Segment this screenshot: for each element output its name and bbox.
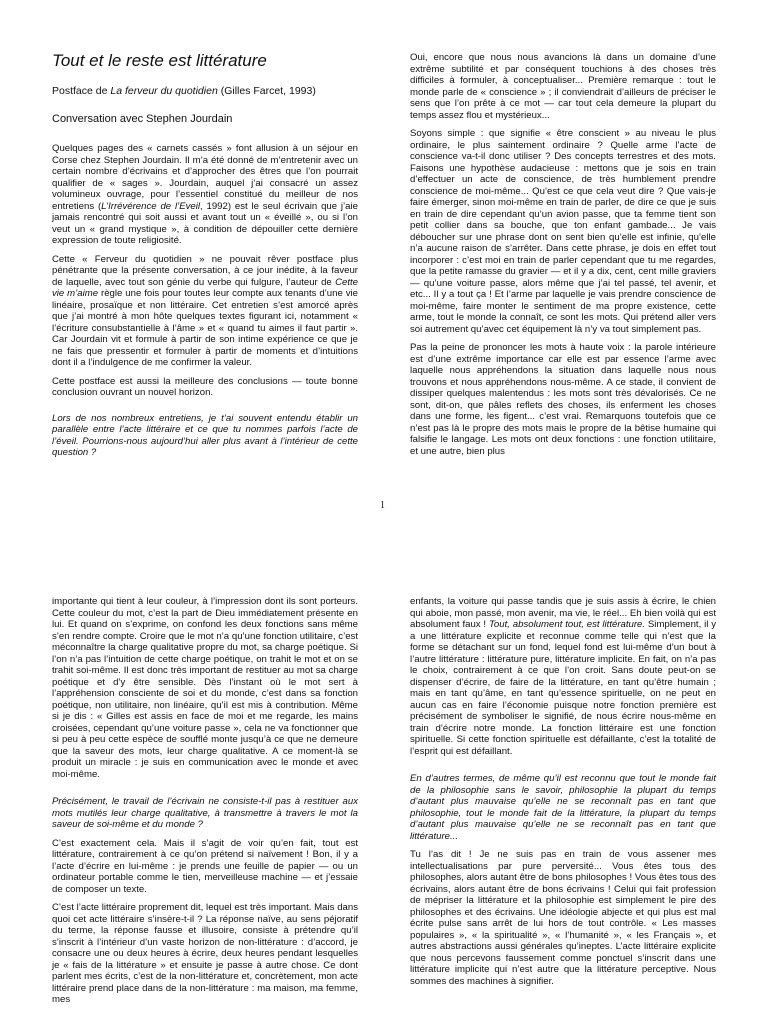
page-title: Tout et le reste est littérature	[52, 51, 267, 70]
page-1-right-column	[410, 52, 716, 464]
page-2-right-column	[410, 596, 716, 994]
intro-p2-text-b: règle une fois pour toutes leur compte aux tenants d’une vie linéaire, prosaïque et non littéraire. Cet entretien s’est amorcé après que j’ai montré à mon hôte quelques textes figurant ici, notamment « l’écriture consubstantielle à l’âme » et « quand tu aimes il faut partir ». Car Jourdain vit et formule à partir de son intime expérience ce que je ne fais que pressentir et formuler à partir de moments et d’intuitions dont il a l’indulgence de me confirmer la valeur.	[52, 288, 358, 368]
intro-paragraph-1	[52, 143, 358, 247]
intro-p2-text-a: Cette « Ferveur du quotidien » ne pouvait rêver postface plus pénétrante que la présente conversation, à ce jour inédite, à la faveur de laquelle, avec tout son génie du verbe qui fulgure, l’auteur de	[52, 253, 358, 288]
answer-p7-text-b: Simplement, il y a une littérature explicite et reconnue comme telle qui n’est que la forme se détachant sur un fond, lequel fond est lui-même d’un bout à l’autre littérature : littérature pure, littérature implicite. En fait, on n’a pas le choix, contrairement à ce que l’on croit. Sans doute peut-on se dispenser d’écrire, de faire de la littérature, en tant qu’être humain ; mais en tant qu’âme, en tant qu’essence spirituelle, on ne peut en aucun cas en faire l’économie puisque notre fonction première est précisément de symboliser le signifié, de nous écrire nous-même en train d’écrire notre monde. La fonction littéraire est une fonction spirituelle. Si cette fonction spirituelle est défaillante, c’est la totalité de l’esprit qui est défaillant.	[410, 619, 716, 757]
page-1-left-column	[52, 50, 358, 466]
intro-paragraph-3: Cette postface est aussi la meilleure des conclusions — toute bonne conclusion ouvrant un nouvel horizon.	[52, 375, 358, 398]
question-2: Précisément, le travail de l’écrivain ne consiste-t-il pas à restituer aux mots mutilés leur charge qualitative, à transmettre à travers le mot la saveur de soi-même et du monde ?	[52, 796, 358, 830]
intro-p1-text-a: Quelques pages des « carnets cassés » font allusion à un séjour en Corse chez Stephen Jourdain. Il m’a été donné de m’entretenir avec un certain nombre d’écrivains et d’approcher des êtres que l’on pourrait qualifier de « sages ». Jourdain, auquel j’ai consacré un assez volumineux ouvrage, pour l’essentiel constitué du meilleur de nos entretiens (	[52, 143, 358, 212]
answer-p7-text-a: enfants, la voiture qui passe tandis que je suis assis à écrire, le chien qui aboie, mon passé, mon avenir, ma vie, le réel... Eh bien voilà qui est absolument faux !	[410, 596, 716, 630]
intro-paragraph-2	[52, 254, 358, 369]
answer-paragraph-4: importante qui tient à leur couleur, à l’impression dont ils sont porteurs. Cette couleur du mot, c’est la part de Dieu immédiatement présente en lui. Et quand on s’exprime, on confond les deux fonctions sans même s’en rendre compte. Croire que le mot n’a qu’une fonction utilitaire, c’est méconnaître la charge qualitative propre du mot, sa charge poétique. Si l’on n’a pas l’intuition de cette charge poétique, on trahit le mot et on se trahit soi-même. Il est donc très important de restituer au mot sa charge poétique et d’y être sensible. Dès l’instant où le mot sert à l’appréhension consciente de soi et du monde, c’est dans sa fonction poétique, non utilitaire, non linéaire, qu’il est mis à contribution. Même si je dis : « Gilles est assis en face de moi et me regarde, les mains croisées, cependant qu’une voiture passe », cela ne va fonctionner que si peu à peu cette espèce de soufflé monte jusqu’à ce que ne demeure que la saveur des mots, leur charge qualitative. A ce moment-là se produit un miracle : je suis en communication avec le monde et avec moi-même.	[52, 596, 358, 780]
answer-paragraph-1: Oui, encore que nous nous avancions là dans un domaine d’une extrême subtilité et par conséquent touchions à des choses très difficiles à formuler, à conceptualiser... Première remarque : tout le monde parle de « conscience » ; il conviendrait d’ailleurs de préciser le sens que l’on prête à ce mot — car tout cela demeure la plupart du temps assez flou et mystérieux...	[410, 52, 716, 121]
conversation-heading: Conversation avec Stephen Jourdain	[52, 113, 233, 125]
page-2	[0, 582, 768, 1024]
answer-paragraph-2: Soyons simple : que signifie « être conscient » au niveau le plus ordinaire, le plus saintement ordinaire ? Quelle arme l’acte de conscience va-t-il donc utiliser ? Des concepts terrestres et des mots. Faisons une hypothèse audacieuse : mettons que je sois en train d’effectuer un acte de conscience, de très humblement prendre conscience de moi-même... Qu’est ce que cela veut dire ? Que vais-je faire émerger, sinon moi-même en train de parler, de dire ce que je suis en train de dire cependant qu’un avion passe, que ta femme tient son petit collier dans sa bouche, que ton enfant gambade... Je vais déboucher sur une phrase dont on sent bien qu’elle est infinie, qu’elle n’a aucune raison de s’arrêter. Dans cette phrase, je dois en effet tout incorporer : c’est moi en train de parler cependant que tu me regardes, que la petite ramasse du gravier — et il y a dix, cent, cent mille graviers — qu’une voiture passe, alors même que j’ai tel passé, tel avenir, et etc... Il y a tout ça ! Et l’arme par laquelle je vais prendre conscience de moi-même, faire monter le sentiment de ma propre existence, cette arme, tout le monde la connaît, ce sont les mots. Qui prétend aller vers soi autrement qu’avec cet équipement là n’y va tout simplement pas.	[410, 128, 716, 335]
postface-book-title: La ferveur du quotidien	[110, 85, 218, 97]
page-number: 1	[380, 500, 385, 511]
answer-paragraph-8: Tu l’as dit ! Je ne suis pas en train de vous assener mes intellectualisations par pure perversité... Vous êtes tous des philosophes, alors autant être de bons philosophes ! Vous êtes tous des écrivains, alors autant être de bons écrivains ! Celui qui fait profession de mépriser la littérature et la philosophie est simplement le pire des philosophes et des écrivains. Une idéologie abjecte et qui plus est mal écrite pulse sans arrêt de lui hors de tout contrôle. « Les masses populaires », « la spiritualité », « l’humanité », « les Français », et autres abstractions aussi générales qu’ineptes. L’acte littéraire explicite que nous percevons faussement comme ponctuel s’inscrit dans une littérature implicite qui n’est autre que la littérature perceptive. Nous sommes des machines à signifier.	[410, 849, 716, 987]
postface-suffix: (Gilles Farcet, 1993)	[217, 85, 316, 97]
answer-p7-emphasis: Tout, absolument tout, est littérature.	[488, 619, 646, 630]
page-2-left-column	[52, 596, 358, 1013]
question-3: En d’autres termes, de même qu’il est reconnu que tout le monde fait de la philosophie sans le savoir, philosophie la plupart du temps d’autant plus mauvaise qu’elle ne se reconnaît pas en tant que philosophie, tout le monde fait de la littérature, la plupart du temps d’autant plus mauvaise qu’elle ne se reconnaît pas en tant que littérature...	[410, 773, 716, 842]
answer-paragraph-3: Pas la peine de prononcer les mots à haute voix : la parole intérieure est d’une extrême importance car elle est par essence l’arme avec laquelle nous appréhendons la situation dans laquelle nous nous trouvons et nous appréhendons nous-même. A ce stade, il convient de dissiper quelques malentendus : les mots sont très dévalorisés. Ce ne sont, dit-on, que pâles reflets des choses, ils enferment les choses dans une forme, les figent... c’est vrai. Remarquons toutefois que ce n’est pas là le propre des mots mais le propre de la bêtise humaine qui falsifie le langage. Les mots ont deux fonctions : une fonction utilitaire, et une autre, bien plus	[410, 342, 716, 457]
answer-paragraph-5: C’est exactement cela. Mais il s’agit de voir qu’en fait, tout est littérature, contrairement à ce qu’on prétend si naïvement ! Bon, il y a l’acte d’écrire en lui-même : je prends une feuille de papier — ou un ordinateur portable comme le tien, merveilleuse machine — et j’essaie de composer un texte.	[52, 837, 358, 895]
intro-p2-book: Cette vie m’aime	[52, 276, 358, 299]
postface-prefix: Postface de	[52, 85, 111, 97]
question-1: Lors de nos nombreux entretiens, je t’ai souvent entendu établir un parallèle entre l’acte littéraire et ce que tu nommes parfois l’acte de l’éveil. Pourrions-nous aujourd’hui aller plus avant à l’intérieur de cette question ?	[52, 412, 358, 458]
page-gap	[0, 520, 768, 582]
postface-line	[52, 85, 358, 98]
intro-p1-book: L’Irrévérence de l’Eveil	[101, 200, 200, 212]
answer-paragraph-6: C’est l’acte littéraire proprement dit, lequel est très important. Mais dans quoi cet acte littéraire s’insère-t-il ? La réponse naïve, au sens péjoratif du terme, la réponse fausse et illusoire, consiste à prétendre qu’il s’inscrit à l’intérieur d’un vaste horizon de non-littérature : d’accord, je consacre une ou deux heures à écrire, deux heures pendant lesquelles je « fais de la littérature » et ensuite je passe à autre chose. Ce dont parlent mes écrits, c’est de la non-littérature et, concrètement, mon acte littéraire prend place dans de la non-littérature : ma maison, ma femme, mes	[52, 902, 358, 1005]
intro-p1-text-b: , 1992) est le seul écrivain que j’aie jamais rencontré qui soit aussi et avant tout un « éveillé », ou si l’on veut un « grand mystique », à condition de dépouiller cette dernière expression de toute religiosité.	[52, 200, 358, 246]
answer-paragraph-7	[410, 596, 716, 757]
